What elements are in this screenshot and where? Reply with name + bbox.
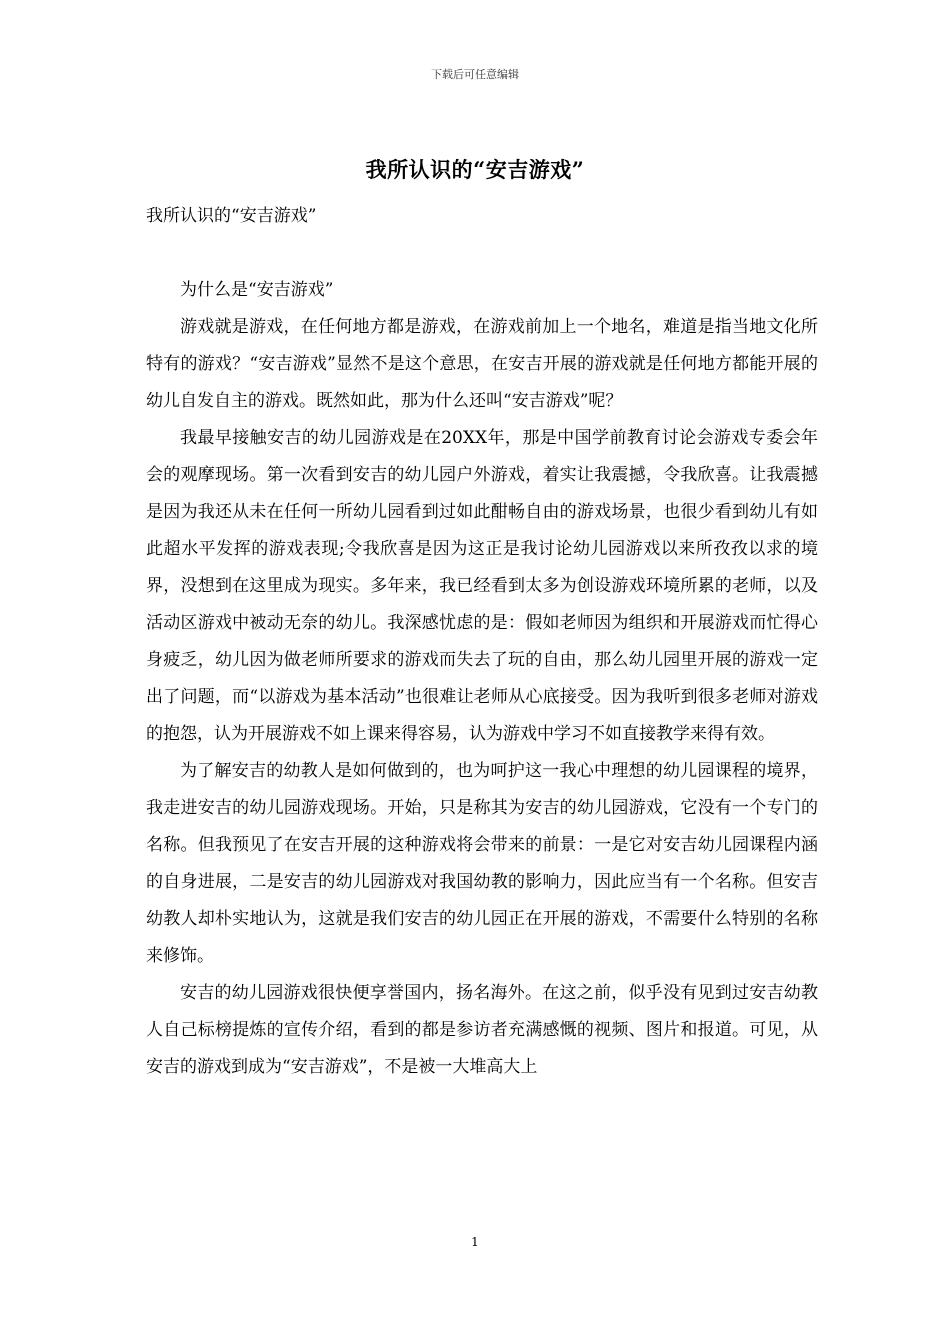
section-heading: 为什么是“安吉游戏” [180, 280, 334, 300]
document-subtitle: 我所认识的“安吉游戏” [146, 206, 317, 226]
document-title: 我所认识的“安吉游戏” [365, 157, 585, 182]
paragraph: 安吉的幼儿园游戏很快便享誉国内，扬名海外。在这之前，似乎没有见到过安吉幼教人自己标榜提炼的宣传介绍，看到的都是参访者充满感慨的视频、图片和报道。可见，从安吉的游戏到成为“安吉游戏”，不是被一大堆高大上 [146, 983, 818, 1077]
document-body [146, 198, 818, 1086]
paragraph: 为了解安吉的幼教人是如何做到的，也为呵护这一我心中理想的幼儿园课程的境界，我走进安吉的幼儿园游戏现场。开始，只是称其为安吉的幼儿园游戏，它没有一个专门的名称。但我预见了在安吉开展的这种游戏将会带来的前景：一是它对安吉幼儿园课程内涵的自身进展，二是安吉的幼儿园游戏对我国幼教的影响力，因此应当有一个名称。但安吉幼教人却朴实地认为，这就是我们安吉的幼儿园正在开展的游戏，不需要什么特别的名称来修饰。 [146, 761, 818, 966]
paragraph: 我最早接触安吉的幼儿园游戏是在20XX年，那是中国学前教育讨论会游戏专委会年会的观摩现场。第一次看到安吉的幼儿园户外游戏，着实让我震撼，令我欣喜。让我震撼是因为我还从未在任何一所幼儿园看到过如此酣畅自由的游戏场景，也很少看到幼儿有如此超水平发挥的游戏表现;令我欣喜是因为这正是我讨论幼儿园游戏以来所孜孜以求的境界，没想到在这里成为现实。多年来，我已经看到太多为创设游戏环境所累的老师，以及活动区游戏中被动无奈的幼儿。我深感忧虑的是：假如老师因为组织和开展游戏而忙得心身疲乏，幼儿因为做老师所要求的游戏而失去了玩的自由，那么幼儿园里开展的游戏一定出了问题，而“以游戏为基本活动”也很难让老师从心底接受。因为我听到很多老师对游戏的抱怨，认为开展游戏不如上课来得容易，认为游戏中学习不如直接教学来得有效。 [146, 428, 818, 744]
header-note: 下载后可任意编辑 [431, 68, 519, 81]
page-number: 1 [471, 1235, 479, 1249]
paragraph: 游戏就是游戏，在任何地方都是游戏，在游戏前加上一个地名，难道是指当地文化所特有的游戏？“安吉游戏”显然不是这个意思，在安吉开展的游戏就是任何地方都能开展的幼儿自发自主的游戏。既然如此，那为什么还叫“安吉游戏”呢？ [146, 317, 818, 411]
